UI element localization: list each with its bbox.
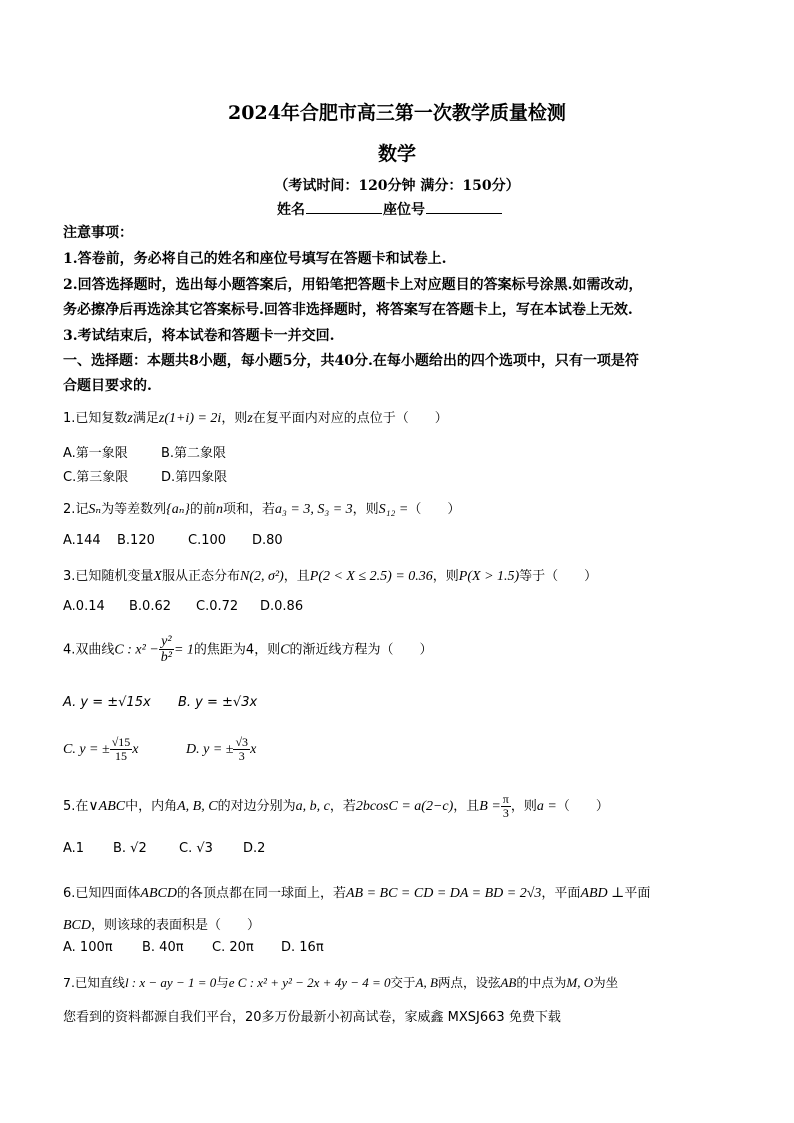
q4-c-fraction: $\frac{√15}{15}$: [111, 735, 131, 764]
q4-option-b: B. y = ±√3x: [178, 695, 258, 710]
q6-option-d: D. 16π: [281, 940, 324, 955]
q1-option-d: D.第四象限: [161, 470, 228, 485]
q2-option-a: A.144: [63, 533, 101, 548]
question-2-stem: 2.记Sₙ为等差数列{aₙ}的前n项和，若a₃ = 3, S₃ = 3，则S₁₂ =（ ）: [63, 502, 461, 517]
q3-option-d: D.0.86: [260, 599, 304, 614]
seat-blank: [426, 200, 502, 214]
name-seat-line: [277, 199, 503, 219]
subject-title: 数学: [377, 143, 416, 165]
q3-option-c: C.0.72: [196, 599, 239, 614]
q2-option-b: B.120: [117, 533, 155, 548]
q5-option-d: D.2: [243, 841, 266, 856]
question-7-stem: 7.已知直线l : x − ay − 1 = 0与e C : x² + y² − 2x + 4y − 4 = 0交于A, B两点，设弦AB的中点为M, O为坐: [63, 975, 619, 990]
q4-d-fraction: $\frac{√3}{3}$: [235, 735, 249, 764]
q6-option-a: A. 100π: [63, 940, 113, 955]
note-2a: 2.回答选择题时，选出每小题答案后，用铅笔把答题卡上对应题目的答案标号涂黑.如需改动，: [63, 277, 643, 293]
q5-option-a: A.1: [63, 841, 85, 856]
seat-label: 座位号: [383, 202, 425, 218]
q1-option-c: C.第三象限: [63, 470, 129, 485]
note-1: 1.答卷前，务必将自己的姓名和座位号填写在答题卡和试卷上.: [63, 251, 447, 267]
footer-notice: 您看到的资料都源自我们平台，20多万份最新小初高试卷，家威鑫 MXSJ663 免费下载: [63, 1010, 561, 1025]
q6-option-b: B. 40π: [142, 940, 184, 955]
question-6-stem-line1: 6.已知四面体ABCD的各顶点都在同一球面上，若AB = BC = CD = DA = BD = 2√3，平面ABD ⊥平面: [63, 886, 651, 901]
exam-title: 2024年合肥市高三第一次教学质量检测: [228, 102, 566, 124]
section-1-line2: 合题目要求的.: [63, 378, 152, 394]
q6-option-c: C. 20π: [212, 940, 254, 955]
question-1-stem: 1.已知复数z满足z(1+i) = 2i，则z在复平面内对应的点位于（ ）: [63, 411, 448, 426]
name-label: 姓名: [277, 202, 305, 218]
q4-option-d: D. y = ± $\frac{√3}{3}$ x: [186, 735, 257, 764]
note-2b: 务必擦净后再选涂其它答案标号.回答非选择题时，将答案写在答题卡上，写在本试卷上无效.: [63, 302, 633, 318]
note-3: 3.考试结束后，将本试卷和答题卡一并交回.: [63, 328, 335, 344]
q5-option-b: B. √2: [113, 841, 147, 856]
question-3-stem: 3.已知随机变量X服从正态分布N(2, σ²)，且P(2 < X ≤ 2.5) = 0.36，则P(X > 1.5)等于（ ）: [63, 569, 598, 584]
q5-fraction: $\frac{\pi}{3}$: [502, 792, 509, 821]
question-6-stem-line2: BCD，则该球的表面积是（ ）: [63, 918, 261, 933]
q2-option-d: D.80: [252, 533, 283, 548]
section-1-line1: 一、选择题：本题共8小题，每小题5分，共40分.在每小题给出的四个选项中，只有一项是符: [63, 353, 639, 369]
exam-info: （考试时间：120分钟 满分：150分）: [274, 178, 520, 194]
q3-option-a: A.0.14: [63, 599, 105, 614]
q2-option-c: C.100: [188, 533, 227, 548]
q5-option-c: C. √3: [179, 841, 213, 856]
q4-option-a: A. y = ±√15x: [63, 695, 151, 710]
name-blank: [306, 200, 382, 214]
q4-option-c: C. y = ± $\frac{√15}{15}$ x: [63, 735, 139, 764]
question-5-stem: 5.在∨ABC中，内角A, B, C的对边分别为a, b, c，若2bcosC = a(2−c)，且B = $\frac{\pi}{3}$ ，则a =（ ）: [63, 792, 609, 821]
question-4-stem: 4.双曲线C : x² − $\frac{\text{y²}}{\text{b²}}$ = 1的焦距为4，则C的渐近线方程为（ ）: [63, 634, 433, 666]
q1-option-a: A.第一象限: [63, 446, 128, 461]
notes-heading: 注意事项：: [63, 225, 133, 241]
q1-option-b: B.第二象限: [161, 446, 227, 461]
q3-option-b: B.0.62: [129, 599, 171, 614]
q4-fraction: $\frac{\text{y²}}{\text{b²}}$: [160, 634, 172, 666]
